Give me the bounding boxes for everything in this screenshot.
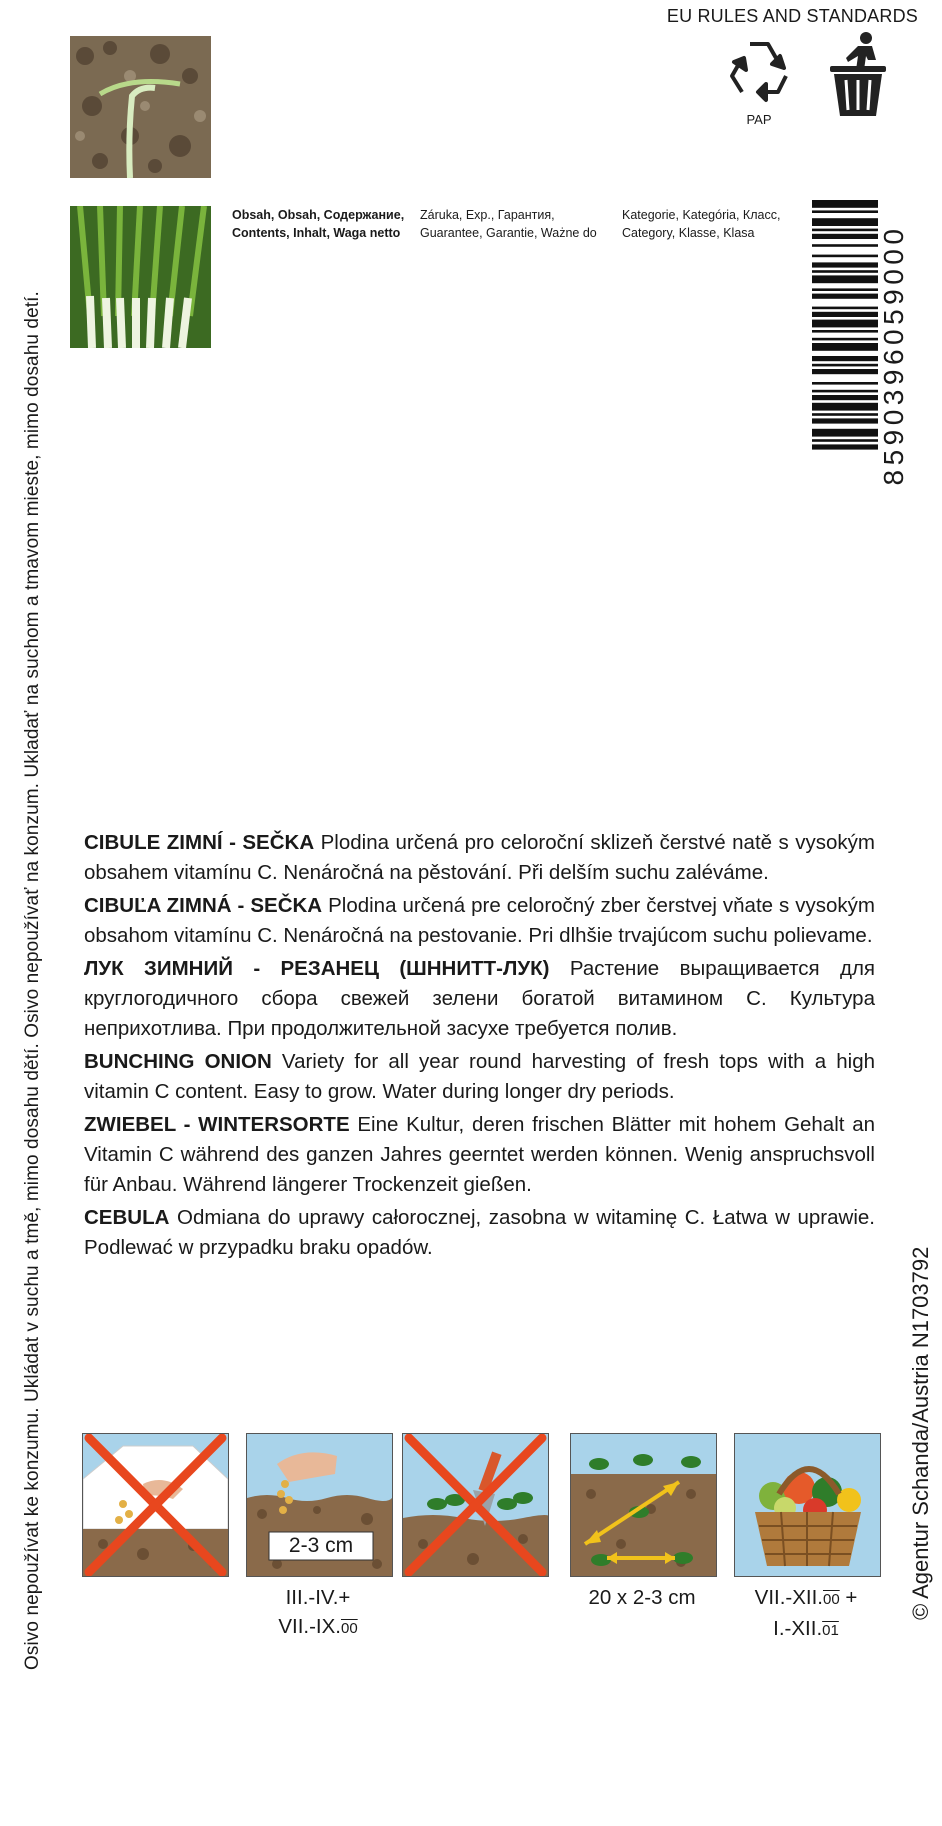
description-de: ZWIEBEL - WINTERSORTE Eine Kultur, deren frischen Blätter mit hohem Gehalt an Vitamin C während des ganzen Jahres geerntet werden können. Wenig anspruchsvoll für Anbau. Während längerer Trockenzeit gießen. [84,1113,875,1196]
barcode-bar [812,343,878,351]
barcode-bar [812,338,878,341]
barcode-bar [812,382,878,385]
harvest-period-caption: VII.-XII.00 + I.-XII.01 [754,1586,858,1640]
contents-label: Obsah, Obsah, Содержание, Contents, Inhalt, Waga netto [232,208,405,240]
barcode-bar [812,418,878,423]
sowing-depth-label: 2-3 cm [288,1534,354,1557]
product-description [84,828,875,1266]
description-cs: CIBULE ZIMNÍ - SEČKA Plodina určená pro celoroční sklizeň čerstvé natě s vysokým obsahem vitamínu C. Nenáročná na pěstování. Při delším suchu zaléváme. [84,831,875,884]
plant-spacing-icon [570,1433,717,1577]
greenhouse-sowing-icon [82,1433,229,1577]
barcode-bar [812,320,878,328]
barcode-bar [812,229,878,232]
barcode-bar [812,395,878,400]
storage-warning-text: Osivo nepoužívat ke konzumu. Ukládat v suchu a tmě, mimo dosahu dětí. Osivo nepoužívať na konzum. Ukladať na suchom a tmavom mieste, mimo dosahu detí. [22,291,43,1670]
description-ru: ЛУК ЗИМНИЙ - РЕЗАНЕЦ (ШННИТТ-ЛУК) Растение выращивается для круглогодичного сбора свежей зелени богатой витамином C. Культура неприхотлива. При продолжительной засухе требуется полив. [84,957,876,1040]
green-onions-photo [70,206,211,348]
pap-label: PAP [746,112,772,127]
barcode-bar [812,444,878,449]
barcode-bar [812,307,878,310]
barcode-bar [812,200,878,208]
barcode-bar [812,270,878,273]
barcode-bar [812,288,878,291]
barcode-number: 8590396059000 [878,224,909,486]
cultivation-icons [0,1433,942,1653]
barcode-bar [812,210,878,213]
barcode-bar [812,429,878,437]
guarantee-label: Záruka, Exp., Гарантия, Guarantee, Garantie, Ważne do [420,208,597,240]
barcode [812,200,878,510]
barcode-bar [812,255,878,258]
description-en: BUNCHING ONION Variety for all year round harvesting of fresh tops with a high vitamin C content. Easy to grow. Water during longer dry periods. [84,1050,875,1103]
copyright-text: © Agentur Schanda/Austria N1703792 [908,1246,933,1620]
onion-seedling-photo [70,36,211,178]
barcode-bar [812,312,878,317]
category-label: Kategorie, Kategória, Класс, Category, Klasse, Klasa [622,208,781,240]
description-pl: CEBULA Odmiana do uprawy całorocznej, zasobna w witaminę C. Łatwa w uprawie. Podlewać w przypadku braku opadów. [84,1206,875,1259]
barcode-bar [812,234,878,239]
harvest-basket-icon [734,1433,881,1577]
barcode-bar [812,294,878,299]
barcode-bar [812,356,878,361]
barcode-bar [812,403,878,411]
eu-rules-label: EU RULES AND STANDARDS [666,6,918,26]
trash-bin-icon [818,30,898,120]
recycle-icon [722,34,796,127]
barcode-bar [812,413,878,416]
barcode-bar [812,244,878,247]
barcode-bar [812,364,878,367]
direct-sowing-icon [246,1433,393,1577]
spacing-caption: 20 x 2-3 cm [588,1586,696,1609]
description-sk: CIBUĽA ZIMNÁ - SEČKA Plodina určená pre celoročný zber čerstvej vňate s vysokým obsahom vitamínu C. Nenáročná na pestovanie. Pri dlhšie trvajúcom suchu polievame. [84,894,875,947]
transplanting-icon [402,1433,549,1577]
barcode-bar [812,439,878,442]
barcode-bar [812,218,878,226]
barcode-bar [812,262,878,267]
barcode-bar [812,390,878,393]
barcode-bar [812,275,878,283]
barcode-bar [812,330,878,333]
barcode-bar [812,369,878,374]
sowing-period-caption: III.-IV.+ VII.-IX.00 [278,1586,358,1638]
